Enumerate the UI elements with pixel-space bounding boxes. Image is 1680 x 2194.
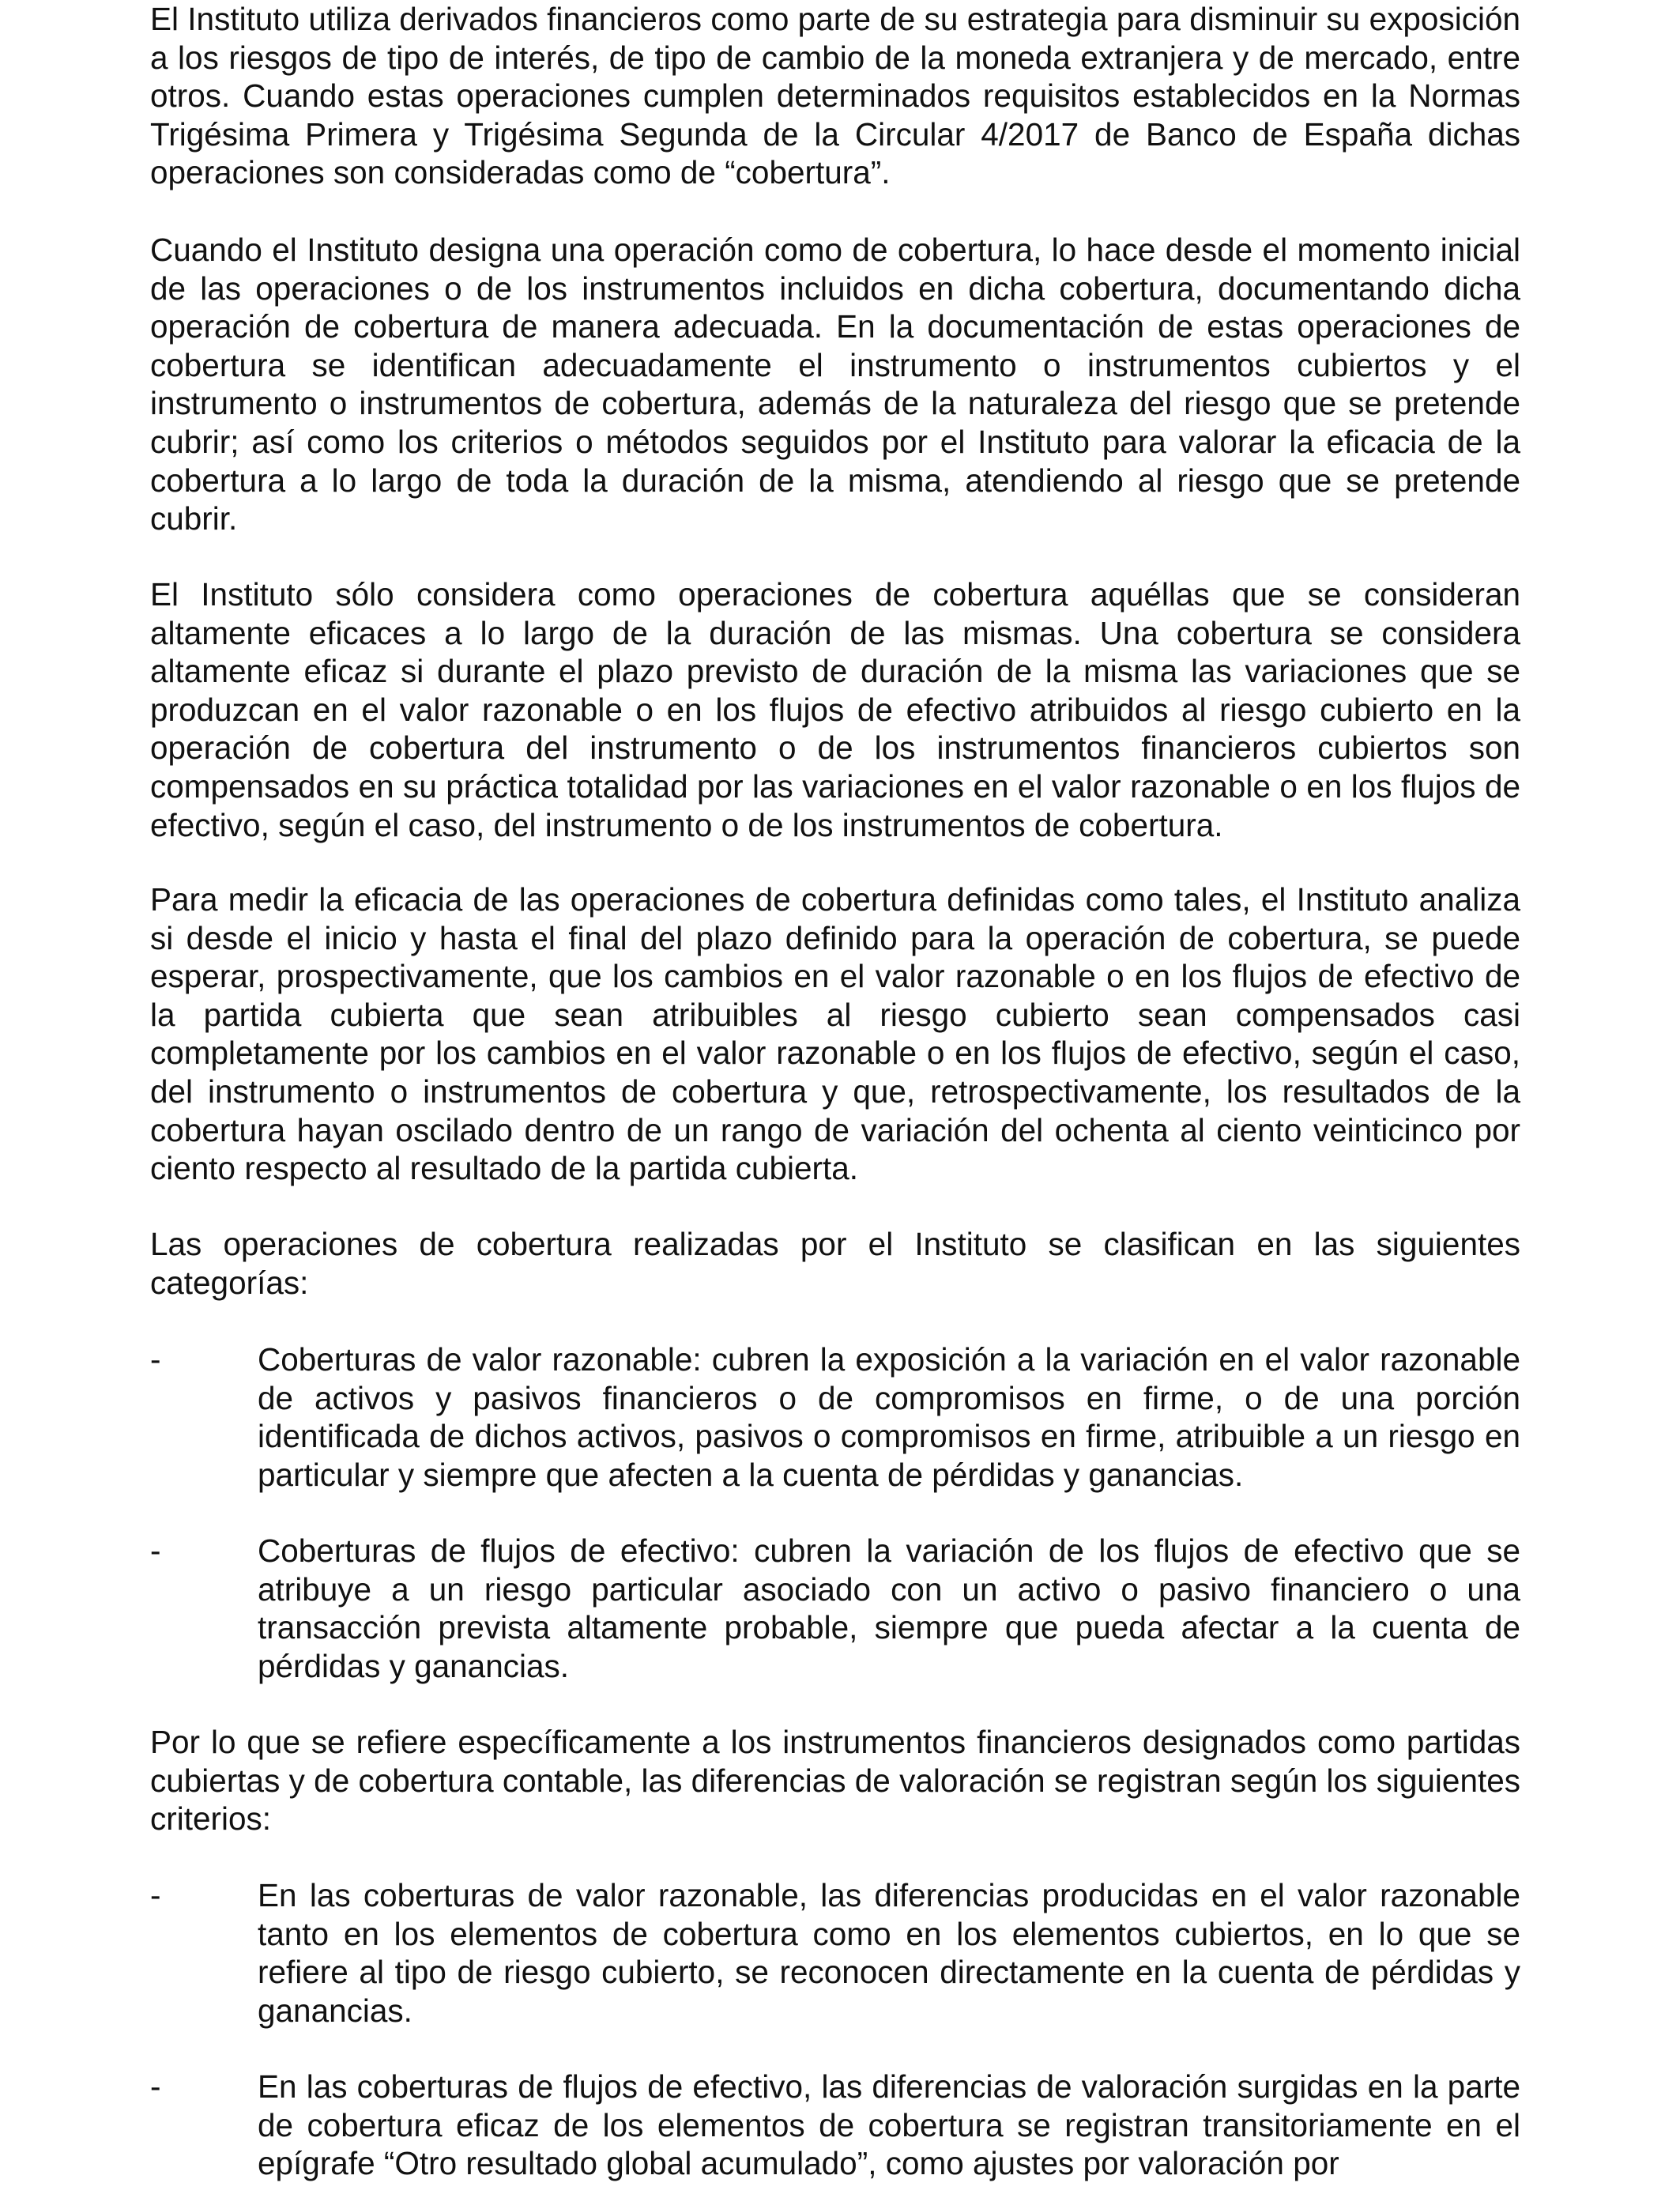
paragraph-hedge-categories-intro: Las operaciones de cobertura realizadas por el Instituto se clasifican en las siguientes categorías: <box>150 1226 1520 1301</box>
list-item-text: En las coberturas de valor razonable, las diferencias producidas en el valor razonable tanto en los elementos de cobertura como en los elementos cubiertos, en lo que se refiere al tipo de riesgo cubierto, se reconocen directamente en la cuenta de pérdidas y ganancias. <box>258 1877 1520 2029</box>
list-item-text: En las coberturas de flujos de efectivo, las diferencias de valoración surgidas en la parte de cobertura eficaz de los elementos de cobertura se registran transitoriamente en el epígrafe “Otro resultado global acumulado”, como ajustes por valoración por <box>258 2068 1520 2182</box>
paragraph-hedge-designation: Cuando el Instituto designa una operación como de cobertura, lo hace desde el momento inicial de las operaciones o de los instrumentos incluidos en dicha cobertura, documentando dicha operación de cobertura de manera adecuada. En la documentación de estas operaciones de cobertura se identifican adecuadamente el instrumento o instrumentos cubiertos y el instrumento o instrumentos de cobertura, además de la naturaleza del riesgo que se pretende cubrir; así como los criterios o métodos seguidos por el Instituto para valorar la eficacia de la cobertura a lo largo de toda la duración de la misma, atendiendo al riesgo que se pretende cubrir. <box>150 232 1520 537</box>
paragraph-valuation-criteria-intro: Por lo que se refiere específicamente a los instrumentos financieros designados como partidas cubiertas y de cobertura contable, las diferencias de valoración se registran según los siguientes criterios: <box>150 1724 1520 1838</box>
bullet-marker: - <box>150 2068 161 2105</box>
paragraph-hedge-effectiveness: El Instituto sólo considera como operaciones de cobertura aquéllas que se consideran altamente eficaces a lo largo de la duración de las mismas. Una cobertura se considera altamente eficaz si durante el plazo previsto de duración de la misma las variaciones que se produzcan en el valor razonable o en los flujos de efectivo atribuidos al riesgo cubierto en la operación de cobertura del instrumento o de los instrumentos financieros cubiertos son compensados en su práctica totalidad por las variaciones en el valor razonable o en los flujos de efectivo, según el caso, del instrumento o de los instrumentos de cobertura. <box>150 576 1520 843</box>
bullet-marker: - <box>150 1341 161 1378</box>
paragraph-effectiveness-measurement: Para medir la eficacia de las operaciones de cobertura definidas como tales, el Instituto analiza si desde el inicio y hasta el final del plazo definido para la operación de cobertura, se puede esperar, prospectivamente, que los cambios en el valor razonable o en los flujos de efectivo de la partida cubierta que sean atribuibles al riesgo cubierto sean compensados casi completamente por los cambios en el valor razonable o en los flujos de efectivo, según el caso, del instrumento o instrumentos de cobertura y que, retrospectivamente, los resultados de la cobertura hayan oscilado dentro de un rango de variación del ochenta al ciento veinticinco por ciento respecto al resultado de la partida cubierta. <box>150 881 1520 1187</box>
paragraph-derivatives-strategy: El Instituto utiliza derivados financieros como parte de su estrategia para disminuir su exposición a los riesgos de tipo de interés, de tipo de cambio de la moneda extranjera y de mercado, entre otros. Cuando estas operaciones cumplen determinados requisitos establecidos en la Normas Trigésima Primera y Trigésima Segunda de la Circular 4/2017 de Banco de España dichas operaciones son consideradas como de “cobertura”. <box>150 1 1520 191</box>
list-item-text: Coberturas de valor razonable: cubren la exposición a la variación en el valor razonable de activos y pasivos financieros o de compromisos en firme, o de una porción identificada de dichos activos, pasivos o compromisos en firme, atribuible a un riesgo en particular y siempre que afecten a la cuenta de pérdidas y ganancias. <box>258 1341 1520 1493</box>
bullet-marker: - <box>150 1532 161 1569</box>
list-item-text: Coberturas de flujos de efectivo: cubren la variación de los flujos de efectivo que se atribuye a un riesgo particular asociado con un activo o pasivo financiero o una transacción prevista altamente probable, siempre que pueda afectar a la cuenta de pérdidas y ganancias. <box>258 1532 1520 1684</box>
document-page <box>150 0 1520 2194</box>
bullet-marker: - <box>150 1877 161 1913</box>
